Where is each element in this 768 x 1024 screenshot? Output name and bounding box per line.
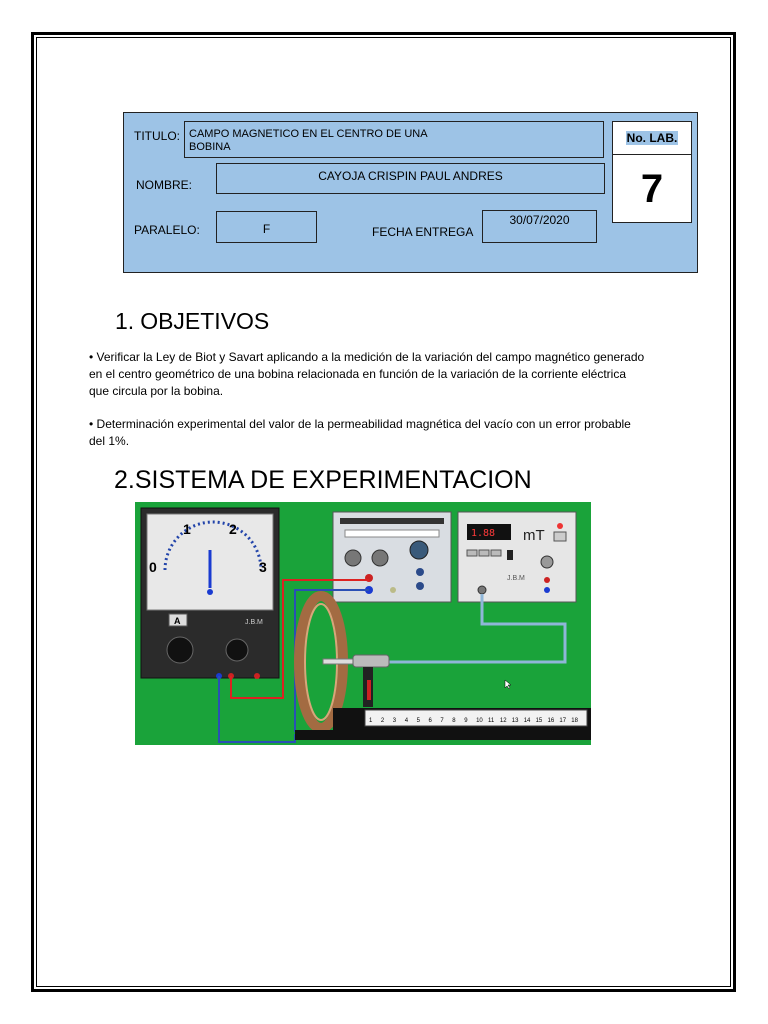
heading-objetivos-title: OBJETIVOS bbox=[140, 308, 270, 334]
ruler-number: 2 bbox=[380, 718, 385, 724]
ruler-number: 4 bbox=[404, 718, 409, 724]
ruler-number: 7 bbox=[440, 718, 444, 724]
experiment-setup-image bbox=[135, 502, 591, 745]
heading-sistema bbox=[114, 466, 532, 495]
objetivo-1 bbox=[89, 349, 644, 400]
ammeter bbox=[141, 508, 279, 679]
paralelo-label: PARALELO: bbox=[134, 223, 200, 237]
heading-objetivos bbox=[115, 308, 269, 335]
ruler-number: 6 bbox=[428, 718, 432, 724]
paralelo-value: F bbox=[262, 222, 271, 236]
teslameter-brand: J.B.M bbox=[507, 575, 525, 582]
lab-number-value: 7 bbox=[640, 166, 664, 211]
titulo-label: TITULO: bbox=[134, 129, 181, 143]
objetivo-2-line-2: del 1%. bbox=[89, 434, 130, 448]
ammeter-tick-0: 0 bbox=[149, 559, 157, 575]
objetivo-2 bbox=[89, 416, 631, 450]
fecha-value: 30/07/2020 bbox=[509, 213, 570, 227]
ruler-number: 10 bbox=[476, 718, 483, 724]
paralelo-box bbox=[216, 211, 317, 243]
ruler-number: 16 bbox=[547, 718, 555, 724]
teslameter-unit: mT bbox=[523, 527, 545, 544]
power-supply bbox=[333, 512, 451, 602]
heading-objetivos-number: 1. bbox=[115, 308, 135, 334]
lab-number-box bbox=[612, 121, 692, 223]
ruler-number: 1 bbox=[369, 718, 373, 724]
ammeter-unit: A bbox=[174, 616, 181, 626]
teslameter-reading: 1.88 bbox=[471, 528, 496, 539]
ruler-number: 18 bbox=[571, 718, 578, 724]
lab-header bbox=[123, 112, 698, 273]
ruler-number: 14 bbox=[523, 718, 531, 724]
objetivo-2-line-1: • Determinación experimental del valor de la permeabilidad magnética del vacío con un error probable bbox=[89, 417, 631, 431]
mouse-cursor-icon bbox=[505, 680, 511, 689]
titulo-line-1: CAMPO MAGNETICO EN EL CENTRO DE UNA bbox=[189, 128, 428, 140]
ruler-number: 9 bbox=[464, 718, 468, 724]
ruler-number: 11 bbox=[488, 718, 495, 724]
ammeter-tick-3: 3 bbox=[259, 559, 267, 575]
ruler-number: 15 bbox=[535, 718, 543, 724]
lab-number-label-cell bbox=[613, 122, 691, 155]
nombre-box bbox=[216, 163, 605, 194]
ruler-number: 12 bbox=[499, 718, 507, 724]
objetivo-1-line-3: que circula por la bobina. bbox=[89, 384, 224, 398]
ammeter-tick-2: 2 bbox=[229, 521, 237, 537]
ruler-number: 17 bbox=[559, 718, 567, 724]
ruler-number: 3 bbox=[392, 718, 397, 724]
ruler-number: 5 bbox=[416, 718, 420, 724]
ruler-number: 13 bbox=[511, 718, 519, 724]
fecha-label: FECHA ENTREGA bbox=[372, 225, 474, 239]
titulo-line-2: BOBINA bbox=[189, 141, 231, 153]
heading-sistema-title: SISTEMA DE EXPERIMENTACION bbox=[134, 466, 532, 494]
titulo-box bbox=[184, 121, 604, 158]
fecha-box bbox=[482, 210, 597, 243]
ammeter-brand: J.B.M bbox=[245, 619, 263, 626]
teslameter bbox=[458, 512, 576, 602]
rail-ruler bbox=[333, 708, 591, 740]
objetivo-1-line-1: • Verificar la Ley de Biot y Savart aplicando a la medición de la variación del campo magnético generado bbox=[89, 350, 645, 364]
nombre-value: CAYOJA CRISPIN PAUL ANDRES bbox=[318, 169, 503, 183]
nombre-label: NOMBRE: bbox=[136, 178, 193, 192]
experiment-setup-drawing bbox=[135, 502, 591, 745]
objetivo-1-line-2: en el centro geométrico de una bobina relacionada en función de la variación de la corriente eléctrica bbox=[89, 367, 627, 381]
heading-sistema-number: 2. bbox=[114, 466, 135, 494]
lab-number-label: No. LAB. bbox=[626, 131, 678, 145]
ruler-number: 8 bbox=[452, 718, 456, 724]
ammeter-tick-1: 1 bbox=[183, 521, 191, 537]
